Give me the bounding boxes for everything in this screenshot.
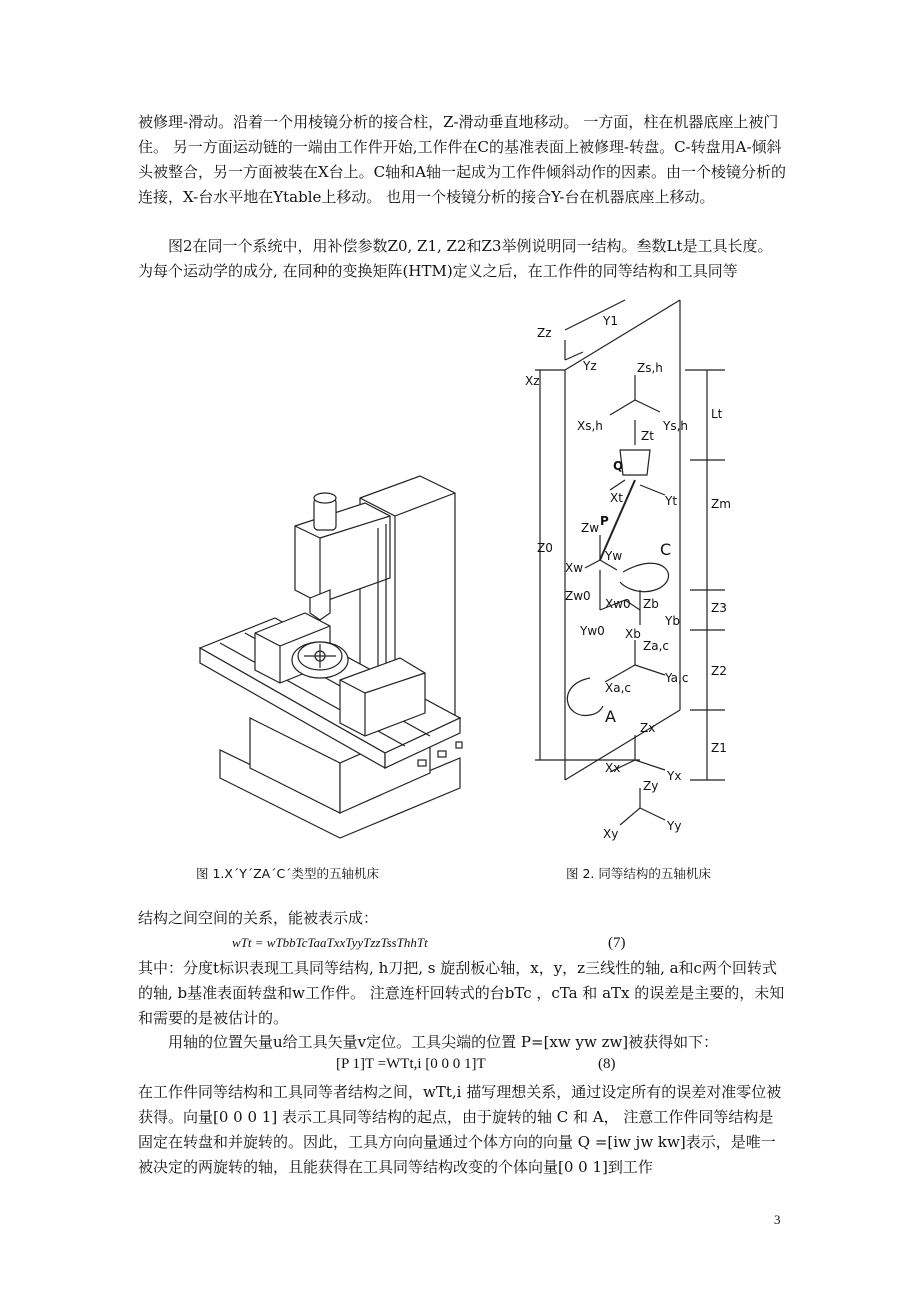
equation-8-number: (8) bbox=[598, 1056, 616, 1072]
label-Yb: Yb bbox=[665, 614, 680, 628]
figure-2-coordinate-diagram bbox=[525, 290, 745, 850]
label-A: A bbox=[605, 707, 616, 726]
label-Z1: Z1 bbox=[711, 741, 727, 755]
label-Z0: Z0 bbox=[537, 541, 553, 555]
label-Q: Q bbox=[613, 459, 624, 473]
figure-1-machine-drawing bbox=[190, 468, 480, 848]
label-Zw: Zw bbox=[581, 521, 600, 535]
label-Ysh: Ys,h bbox=[663, 419, 689, 433]
paragraph-3: 结构之间空间的关系，能被表示成： bbox=[138, 909, 379, 927]
label-Yz: Yz bbox=[583, 359, 597, 373]
equation-8: [P 1]T =WTt,i [0 0 0 1]T bbox=[336, 1056, 486, 1072]
equation-7-number: (7) bbox=[608, 935, 626, 951]
paragraph-5: 用轴的位置矢量u给工具矢量v定位。工具尖端的位置 P=[xw yw zw]被获得如下： bbox=[168, 1033, 719, 1051]
label-Xt: Xt bbox=[610, 491, 623, 505]
label-Zw0: Zw0 bbox=[565, 589, 591, 603]
label-Yw0: Yw0 bbox=[580, 624, 605, 638]
label-Yac: Ya,c bbox=[665, 671, 689, 685]
label-Zac: Za,c bbox=[643, 639, 669, 653]
label-Xb: Xb bbox=[625, 627, 641, 641]
label-Xz: Xz bbox=[525, 374, 540, 388]
paragraph-1: 被修理-滑动。沿着一个用棱镜分析的接合柱，Z-滑动垂直地移动。 一方面，柱在机器底座上被门住。 另一方面运动链的一端由工作件开始,工作件在C的基准表面上被修理-转盘。C-转盘用A-倾斜头被整合，另一方面被装在X台上。C轴和A轴一起成为工作件倾斜动作的因素。由一个棱镜分析的连接，X-台水平地在Ytable上移动。 也用一个棱镜分析的接合Y-台在机器底座上移动。 bbox=[138, 113, 786, 206]
label-Yy: Yy bbox=[667, 819, 682, 833]
label-Z3: Z3 bbox=[711, 601, 727, 615]
label-Yt: Yt bbox=[665, 494, 678, 508]
label-Z2: Z2 bbox=[711, 664, 727, 678]
label-Xw0: Xw0 bbox=[605, 597, 631, 611]
label-Zb: Zb bbox=[643, 597, 659, 611]
label-Xy: Xy bbox=[603, 827, 619, 841]
label-Zy: Zy bbox=[643, 779, 659, 793]
label-Xw: Xw bbox=[565, 561, 584, 575]
label-Y1: Y1 bbox=[603, 314, 618, 328]
label-Xsh: Xs,h bbox=[577, 419, 603, 433]
label-C: C bbox=[660, 540, 672, 559]
page-number: 3 bbox=[774, 1212, 781, 1227]
figure-2-caption: 图 2. 同等结构的五轴机床 bbox=[566, 866, 711, 881]
figure-1-caption: 图 1.X´Y´ZA´C´类型的五轴机床 bbox=[196, 866, 379, 881]
label-Zm: Zm bbox=[711, 497, 731, 511]
paragraph-4: 其中：分度t标识表现工具同等结构, h刀把, s 旋刮板心轴，x，y，z三线性的轴, a和c两个回转式的轴, b基准表面转盘和w工作件。 注意连杆回转式的台bTc ，cTa 和 aTx 的误差是主要的，未知和需要的是被估计的。 bbox=[138, 959, 785, 1027]
paragraph-6: 在工作件同等结构和工具同等者结构之间，wTt,i 描写理想关系，通过设定所有的误差对准零位被获得。向量[0 0 0 1] 表示工具同等结构的起点，由于旋转的轴 C 和 A， 注意工作件同等结构是固定在转盘和并旋转的。因此，工具方向向量通过个体方向的向量 Q =[iw jw kw]表示，是唯一被决定的两旋转的轴，且能获得在工具同等结构改变的个体向量[0 0 1]到工作 bbox=[138, 1083, 782, 1176]
label-Xx: Xx bbox=[605, 761, 621, 775]
paragraph-2: 图2在同一个系统中，用补偿参数Z0, Z1, Z2和Z3举例说明同一结构。叁数Lt是工具长度。为每个运动学的成分, 在同种的变换矩阵(HTM)定义之后，在工作件的同等结构和工具同等 bbox=[138, 237, 773, 280]
equation-7: wTt = wTbbTcTaaTxxTyyTzzTssThhTt bbox=[232, 935, 428, 950]
label-Lt: Lt bbox=[711, 407, 723, 421]
label-Yx: Yx bbox=[667, 769, 682, 783]
label-P: P bbox=[600, 514, 609, 528]
label-Yw: Yw bbox=[605, 549, 623, 563]
label-Zx: Zx bbox=[640, 721, 656, 735]
label-Zsh: Zs,h bbox=[637, 361, 663, 375]
label-Xac: Xa,c bbox=[605, 681, 631, 695]
label-Zt: Zt bbox=[641, 429, 654, 443]
label-Zz: Zz bbox=[537, 326, 552, 340]
